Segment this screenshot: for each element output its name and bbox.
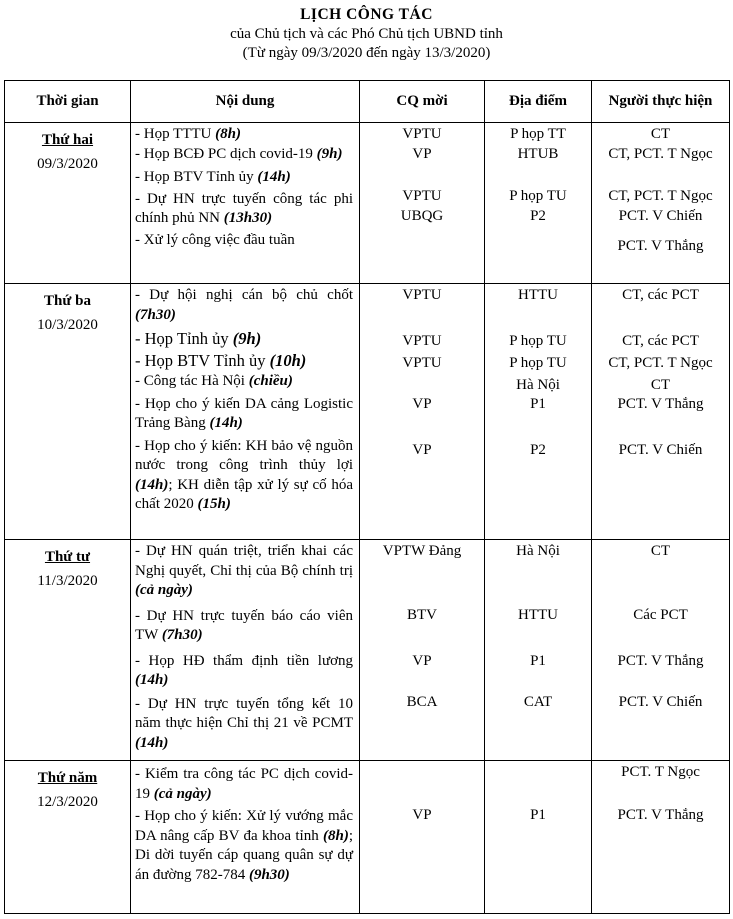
day-cell [5,284,131,540]
table-row [5,284,730,540]
person-cell: CT, các PCT CT, các PCT CT, PCT. T Ngọc CT PCT. V Thắng PCT. V Chiến [592,284,730,540]
content-cell [131,540,360,761]
schedule-table [4,80,730,914]
list-item: - Dự HN quán triệt, triển khai các Nghị quyết, Chỉ thị của Bộ chính trị (cả ngày) [135,543,353,598]
day-date: 11/3/2020 [37,572,98,589]
table-row [5,123,730,284]
inviter-cell: VPTU VPTU VPTU VP VP [360,284,485,540]
day-name: Thứ tư [44,549,91,565]
col-header-person: Người thực hiện [592,81,730,123]
inviter-cell: VPTW Đảng BTV VP BCA [360,540,485,761]
day-cell [5,540,131,761]
list-item: - Họp cho ý kiến: KH bảo vệ nguồn nước trong công trình thủy lợi (14h); KH diễn tập xử lý sự cố hóa chất 2020 (15h) [135,437,353,512]
list-item: - Kiểm tra công tác PC dịch covid-19 (cả ngày) [135,766,353,802]
list-item: - Dự HN trực tuyến báo cáo viên TW (7h30) [135,607,353,643]
inviter-cell: VP [360,761,485,914]
person-cell: CT Các PCT PCT. V Thắng PCT. V Chiến [592,540,730,761]
table-row [5,540,730,761]
day-name: Thứ ba [44,293,91,309]
inviter-cell: VPTU VP VPTU UBQG [360,123,485,284]
list-item: - Xử lý công việc đầu tuần [135,231,295,248]
place-cell: P họp TT HTUB P họp TU P2 [485,123,592,284]
place-cell: HTTU P họp TU P họp TU Hà Nội P1 P2 [485,284,592,540]
col-header-content: Nội dung [131,81,360,123]
day-date: 10/3/2020 [37,316,98,333]
list-item: - Họp cho ý kiến: Xử lý vướng mắc DA nâng cấp BV đa khoa tỉnh (8h); Di dời tuyến cáp quang quân sự dự án đường 782-784 (9h30) [135,808,353,883]
page-title: LỊCH CÔNG TÁC [300,6,433,23]
list-item: - Dự HN trực tuyến công tác phi chính phủ NN (13h30) [135,190,353,226]
day-name: Thứ hai [41,132,94,148]
col-header-time: Thời gian [5,81,131,123]
col-header-inviter: CQ mời [360,81,485,123]
list-item: - Họp cho ý kiến DA cảng Logistic Trảng Bàng (14h) [135,395,353,431]
day-name: Thứ năm [37,770,98,786]
place-cell: P1 [485,761,592,914]
person-cell: PCT. T Ngọc PCT. V Thắng [592,761,730,914]
page-subtitle: của Chủ tịch và các Phó Chủ tịch UBND tỉnh [230,26,503,42]
list-item: - Dự hội nghị cán bộ chủ chốt (7h30) [135,287,353,323]
day-cell [5,761,131,914]
list-item: - Dự HN trực tuyến tổng kết 10 năm thực hiện Chỉ thị 21 về PCMT (14h) [135,695,353,751]
date-range: (Từ ngày 09/3/2020 đến ngày 13/3/2020) [242,45,491,61]
header-row [5,81,730,123]
list-item: - Công tác Hà Nội (chiều) [135,373,293,389]
content-cell [131,284,360,540]
list-item: - Họp Tỉnh ủy (9h) [135,329,262,348]
place-cell: Hà Nội HTTU P1 CAT [485,540,592,761]
person-cell: CT CT, PCT. T Ngọc CT, PCT. T Ngọc PCT. V Chiến PCT. V Thắng [592,123,730,284]
day-cell [5,123,131,284]
col-header-place: Địa điểm [485,81,592,123]
table-row [5,761,730,914]
list-item: - Họp HĐ thẩm định tiền lương (14h) [135,652,353,688]
content-cell [131,761,360,914]
content-cell [131,123,360,284]
list-item: - Họp TTTU (8h) [135,126,241,142]
day-date: 12/3/2020 [37,793,98,810]
list-item: - Họp BTV Tỉnh ủy (14h) [135,169,291,185]
day-date: 09/3/2020 [37,155,98,172]
list-item: - Họp BCĐ PC dịch covid-19 (9h) [135,145,343,162]
list-item: - Họp BTV Tỉnh ủy (10h) [135,351,307,370]
